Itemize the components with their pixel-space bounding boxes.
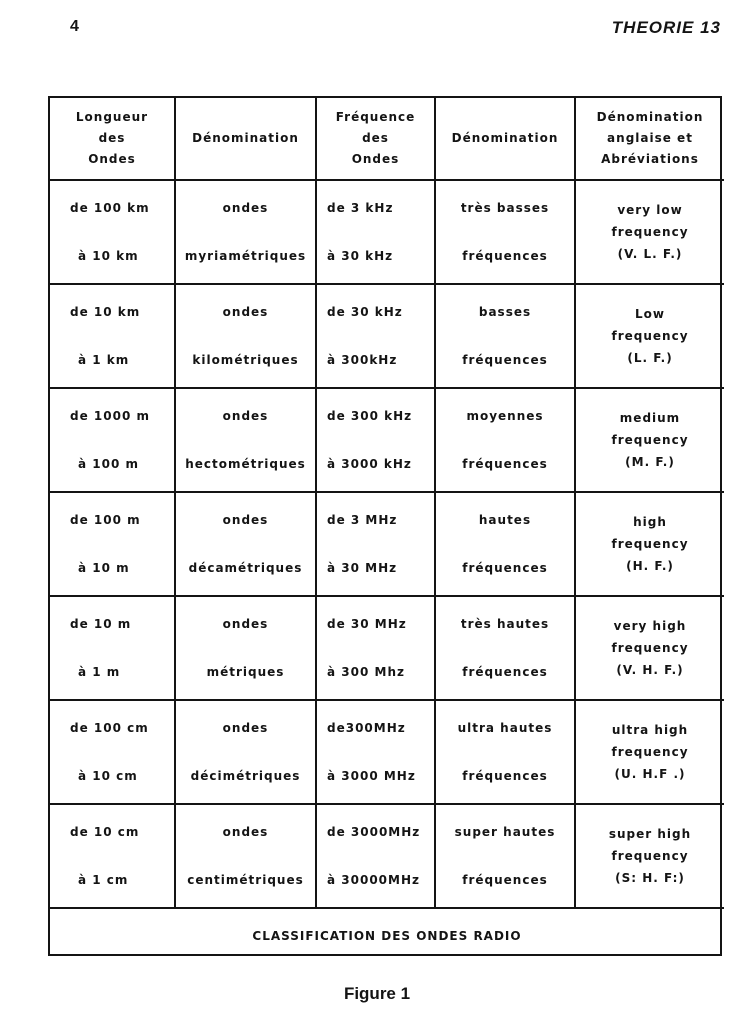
table-row: [50, 596, 724, 700]
wavelength-cell: de 100 m à 10 m: [50, 492, 175, 596]
frequency-cell: de 3 MHz à 30 MHz: [316, 492, 435, 596]
header-denomination: Dénomination: [175, 98, 316, 180]
caption-row: [50, 908, 724, 962]
english-name-cell: high frequency (H. F.): [575, 492, 724, 596]
band-name-cell: moyennes fréquences: [435, 388, 575, 492]
band-name-cell: ultra hautes fréquences: [435, 700, 575, 804]
wave-name-cell: ondes métriques: [175, 596, 316, 700]
band-name-cell: hautes fréquences: [435, 492, 575, 596]
english-name-cell: very high frequency (V. H. F.): [575, 596, 724, 700]
waves-table: [50, 98, 724, 962]
wave-name-cell: ondes kilométriques: [175, 284, 316, 388]
wave-name-cell: ondes myriamétriques: [175, 180, 316, 284]
frequency-cell: de 30 kHz à 300kHz: [316, 284, 435, 388]
wavelength-cell: de 100 km à 10 km: [50, 180, 175, 284]
wave-name-cell: ondes décimétriques: [175, 700, 316, 804]
band-name-cell: basses fréquences: [435, 284, 575, 388]
band-name-cell: très basses fréquences: [435, 180, 575, 284]
table-row: [50, 180, 724, 284]
header-english-denomination: Dénomination anglaise et Abréviations: [575, 98, 724, 180]
wavelength-cell: de 10 m à 1 m: [50, 596, 175, 700]
table-header-row: [50, 98, 724, 180]
frequency-cell: de300MHz à 3000 MHz: [316, 700, 435, 804]
frequency-cell: de 3000MHz à 30000MHz: [316, 804, 435, 908]
table-row: [50, 284, 724, 388]
table-row: [50, 388, 724, 492]
wavelength-cell: de 10 km à 1 km: [50, 284, 175, 388]
band-name-cell: super hautes fréquences: [435, 804, 575, 908]
wave-name-cell: ondes hectométriques: [175, 388, 316, 492]
band-name-cell: très hautes fréquences: [435, 596, 575, 700]
wave-name-cell: ondes centimétriques: [175, 804, 316, 908]
frequency-cell: de 3 kHz à 30 kHz: [316, 180, 435, 284]
header-band-denomination: Dénomination: [435, 98, 575, 180]
english-name-cell: super high frequency (S: H. F:): [575, 804, 724, 908]
frequency-cell: de 30 MHz à 300 Mhz: [316, 596, 435, 700]
figure-label: Figure 1: [343, 984, 411, 1003]
frequency-cell: de 300 kHz à 3000 kHz: [316, 388, 435, 492]
table-row: [50, 700, 724, 804]
english-name-cell: Low frequency (L. F.): [575, 284, 724, 388]
wave-name-cell: ondes décamétriques: [175, 492, 316, 596]
header-frequency: Fréquence des Ondes: [316, 98, 435, 180]
table-caption: CLASSIFICATION DES ONDES RADIO: [50, 908, 724, 962]
wavelength-cell: de 1000 m à 100 m: [50, 388, 175, 492]
wavelength-cell: de 10 cm à 1 cm: [50, 804, 175, 908]
header-wavelength: Longueur des Ondes: [50, 98, 175, 180]
english-name-cell: medium frequency (M. F.): [575, 388, 724, 492]
running-head: THEORIE 13: [611, 18, 721, 37]
wavelength-cell: de 100 cm à 10 cm: [50, 700, 175, 804]
page-number: 4: [70, 18, 79, 35]
english-name-cell: ultra high frequency (U. H.F .): [575, 700, 724, 804]
english-name-cell: very low frequency (V. L. F.): [575, 180, 724, 284]
radio-wave-classification-table: [48, 96, 722, 956]
table-row: [50, 492, 724, 596]
table-row: [50, 804, 724, 908]
